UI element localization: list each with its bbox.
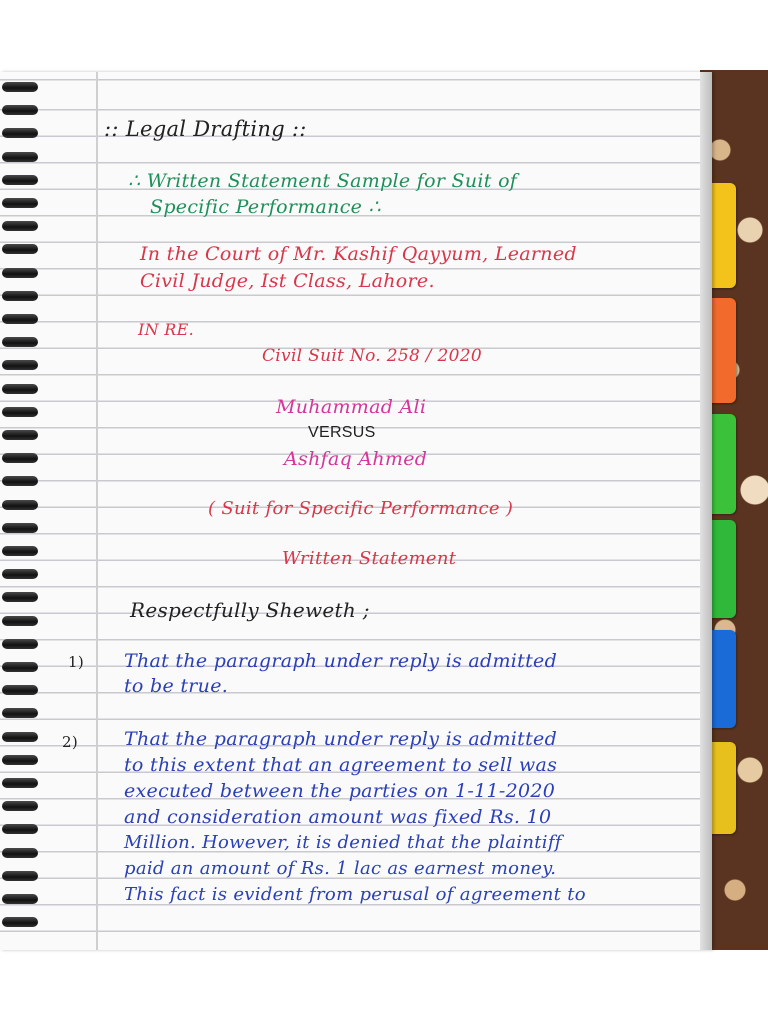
plaintiff-name: Muhammad Ali xyxy=(276,396,427,418)
suit-type: ( Suit for Specific Performance ) xyxy=(208,498,514,519)
spiral-ring xyxy=(2,407,38,417)
spiral-ring xyxy=(2,268,38,278)
spiral-ring xyxy=(2,128,38,138)
spiral-ring xyxy=(2,360,38,370)
defendant-name: Ashfaq Ahmed xyxy=(284,448,428,470)
spiral-ring xyxy=(2,500,38,510)
spiral-ring xyxy=(2,917,38,927)
paragraph-2-line-1: That the paragraph under reply is admitted xyxy=(124,728,558,750)
spiral-binding xyxy=(0,82,40,942)
spiral-ring xyxy=(2,639,38,649)
spiral-ring xyxy=(2,314,38,324)
spiral-ring xyxy=(2,708,38,718)
spiral-ring xyxy=(2,569,38,579)
spiral-ring xyxy=(2,685,38,695)
paragraph-2-line-6: paid an amount of Rs. 1 lac as earnest money. xyxy=(124,858,557,879)
spiral-ring xyxy=(2,221,38,231)
spiral-ring xyxy=(2,801,38,811)
suit-number: Civil Suit No. 258 / 2020 xyxy=(262,346,482,366)
page-edge xyxy=(700,72,712,950)
spiral-ring xyxy=(2,824,38,834)
spiral-ring xyxy=(2,430,38,440)
spiral-ring xyxy=(2,476,38,486)
spiral-ring xyxy=(2,384,38,394)
paragraph-2-line-2: to this extent that an agreement to sell was xyxy=(124,754,558,776)
paragraph-1-number: 1) xyxy=(68,653,84,671)
spiral-ring xyxy=(2,662,38,672)
spiral-ring xyxy=(2,244,38,254)
paragraph-2-number: 2) xyxy=(62,733,78,751)
spiral-ring xyxy=(2,105,38,115)
spiral-ring xyxy=(2,732,38,742)
spiral-ring xyxy=(2,152,38,162)
document-title: Written Statement xyxy=(282,548,457,569)
spiral-ring xyxy=(2,291,38,301)
spiral-ring xyxy=(2,592,38,602)
subtitle-line-1: ∴ Written Statement Sample for Suit of xyxy=(128,170,518,192)
paragraph-2-line-4: and consideration amount was fixed Rs. 10 xyxy=(124,806,552,828)
court-line-1: In the Court of Mr. Kashif Qayyum, Learned xyxy=(140,243,577,265)
paragraph-2-line-5: Million. However, it is denied that the plaintiff xyxy=(124,832,562,853)
spiral-ring xyxy=(2,523,38,533)
paragraph-2-line-3: executed between the parties on 1-11-2020 xyxy=(124,780,556,802)
paragraph-1-line-1: That the paragraph under reply is admitted xyxy=(124,650,558,672)
versus: VERSUS xyxy=(308,424,376,441)
spiral-ring xyxy=(2,337,38,347)
spiral-ring xyxy=(2,198,38,208)
court-line-2: Civil Judge, Ist Class, Lahore. xyxy=(140,270,435,292)
spiral-ring xyxy=(2,453,38,463)
spiral-ring xyxy=(2,82,38,92)
spiral-ring xyxy=(2,894,38,904)
spiral-ring xyxy=(2,616,38,626)
spiral-ring xyxy=(2,871,38,881)
subtitle-line-2: Specific Performance ∴ xyxy=(150,196,381,218)
paragraph-1-line-2: to be true. xyxy=(124,675,229,697)
heading: :: Legal Drafting :: xyxy=(104,117,307,141)
spiral-ring xyxy=(2,778,38,788)
spiral-ring xyxy=(2,546,38,556)
paragraph-2-line-7: This fact is evident from perusal of agreement to xyxy=(124,884,586,905)
in-re: IN RE. xyxy=(138,320,195,339)
spiral-ring xyxy=(2,175,38,185)
margin-line xyxy=(96,72,98,950)
spiral-ring xyxy=(2,848,38,858)
spiral-ring xyxy=(2,755,38,765)
salutation: Respectfully Sheweth ; xyxy=(130,598,370,622)
